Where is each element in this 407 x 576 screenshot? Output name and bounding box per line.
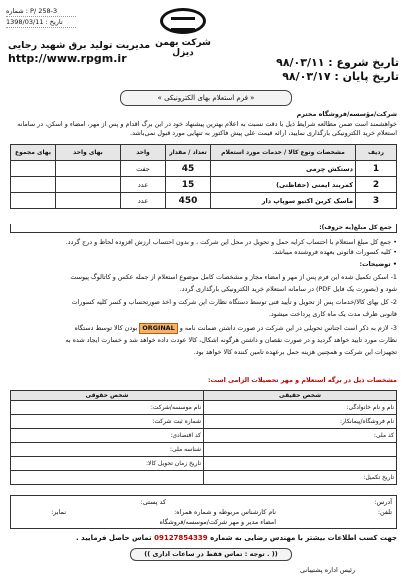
- reference-box: [6, 6, 76, 28]
- item-desc: ماسک کربن اکتیو سوپاپ دار: [211, 193, 356, 209]
- company-name: مدیریت تولید برق شهید رجایی: [8, 40, 151, 51]
- note-3d: تجهیزات این شرکت و همچنین هزینه حمل برعهده تامین کننده کالا خواهد بود.: [193, 348, 397, 356]
- col-unit: واحد: [121, 145, 166, 161]
- table-row: [11, 177, 397, 193]
- natural-field[interactable]: [204, 443, 397, 457]
- note-bullet-1: • جمع کل مبلغ استعلام با احتساب کرایه حمل و تحویل در محل این شرکت ، و بدون احتساب ارزش افزوده لحاظ و درج گردد.: [65, 238, 397, 246]
- col-row: ردیف: [356, 145, 397, 161]
- phone-field[interactable]: تلفن:: [377, 508, 392, 516]
- note-3c: نظارت مورد تایید خواهد گردید و در صورت نقصان و داشتن هرگونه اشکال، کالا عودت داده خواهد شد و خسارت ایجاد شده به: [65, 336, 397, 344]
- contact-text: جهت کسب اطلاعات بیشتر با مهندس رضایی به شماره: [210, 534, 397, 542]
- intro-line1: خواهشمند است ضمن مطالعه شرایط ذیل با دقت نسبت به اعلام بهترین پیشنهاد خود در این برگ اقدام و پس از مهر، امضاء و اسکن، در سامانه: [17, 120, 397, 128]
- intro-line2: استعلام خرید الکترونیکی بارگذاری نمایید، ارائه قیمت علی پیش فاکتور به تنهایی مورد قبول نمی‌باشد.: [130, 129, 397, 137]
- company-logo: [150, 8, 216, 60]
- info-row: [11, 429, 397, 443]
- address-field[interactable]: آدرس:: [374, 498, 392, 506]
- natural-field[interactable]: نام فروشگاه/پیمانکار:: [204, 415, 397, 429]
- item-total-field[interactable]: [11, 161, 56, 177]
- info-row: [11, 415, 397, 429]
- items-table: [10, 144, 397, 209]
- col-qty: تعداد / مقدار: [166, 145, 211, 161]
- natural-field[interactable]: تاریخ تکمیل:: [204, 471, 397, 485]
- item-qty: 450: [166, 193, 211, 209]
- office-hours-note: (( توجه : تماس فقط در ساعات اداری . )): [130, 548, 292, 561]
- legal-field[interactable]: کد اقتصادی:: [11, 429, 204, 443]
- end-date: تاریخ پایان : ۹۸/۰۳/۱۷: [282, 70, 399, 83]
- legal-field[interactable]: تاریخ زمان تحویل کالا:: [11, 457, 204, 471]
- contact-line: [10, 534, 397, 542]
- info-row: [11, 471, 397, 485]
- row-number: 1: [356, 161, 397, 177]
- table-row: [11, 193, 397, 209]
- signature-field[interactable]: امضاء مدیر و مهر شرکت/موسسه/فروشگاه: [159, 518, 276, 526]
- item-price-field[interactable]: [56, 161, 121, 177]
- info-title: مشخصات ذیل در برگه استعلام و مهر تحصیلات الزامی است:: [207, 376, 397, 384]
- item-qty: 45: [166, 161, 211, 177]
- item-price-field[interactable]: [56, 193, 121, 209]
- col-legal-person: شخص حقوقی: [11, 391, 204, 401]
- item-unit: عدد: [121, 177, 166, 193]
- row-number: 2: [356, 177, 397, 193]
- natural-field[interactable]: نام و نام خانوادگی:: [204, 401, 397, 415]
- table-row: [11, 161, 397, 177]
- postal-code-field[interactable]: کد پستی:: [140, 498, 166, 506]
- original-badge: ORGINAL: [139, 323, 177, 334]
- item-unit: عدد: [121, 193, 166, 209]
- fax-field[interactable]: نمابر:: [51, 508, 66, 516]
- note-bullet-2: • کلیه کسورات قانونی بعهده فروشنده میباشد.: [272, 248, 397, 256]
- address-box: [10, 495, 397, 529]
- contact-phone: 09127854339: [154, 534, 208, 542]
- items-header-row: [11, 145, 397, 161]
- note-3a: [10, 323, 397, 334]
- expert-field[interactable]: نام کارشناس مربوطه و شماره همراه:: [174, 508, 276, 516]
- note-2a: 2- کل بهای کالا/خدمات پس از تحویل و تأیید فنی توسط دستگاه نظارت این شرکت و اخذ صورتحساب و کسر کلیه کسورات: [71, 298, 397, 306]
- contact-end: تماس حاصل فرمایید .: [75, 534, 152, 542]
- date-range: [276, 56, 399, 84]
- col-unit-price: بهای واحد: [56, 145, 121, 161]
- info-row: [11, 401, 397, 415]
- legal-field[interactable]: [11, 471, 204, 485]
- start-date: تاریخ شروع : ۹۸/۰۳/۱۱: [276, 56, 399, 69]
- item-total-field[interactable]: [11, 193, 56, 209]
- note-2b: قانونی ظرف مدت یک ماه کاری پرداخت میشود.: [268, 310, 397, 318]
- natural-field[interactable]: کد ملی:: [204, 429, 397, 443]
- natural-field[interactable]: [204, 457, 397, 471]
- legal-field[interactable]: نام موسسه/شرکت:: [11, 401, 204, 415]
- logo-icon: [160, 8, 206, 34]
- col-total: بهای مجموع: [11, 145, 56, 161]
- item-unit: جفت: [121, 161, 166, 177]
- row-number: 3: [356, 193, 397, 209]
- support-head: رئیس اداره پشتیبانی: [300, 566, 356, 574]
- sum-in-words-row[interactable]: جمع کل مبلغ(به حروف):: [10, 224, 397, 233]
- item-price-field[interactable]: [56, 177, 121, 193]
- notes-title: • توضیحات:: [359, 260, 397, 268]
- form-title: « فرم استعلام بهای الکترونیکی »: [120, 90, 292, 106]
- note-3a-text: 3- لازم به ذکر است اجناس تحویلی در این شرکت در صورت داشتن ضمانت نامه و: [179, 324, 397, 332]
- logo-text: شرکت بهمن دیزل: [155, 38, 211, 58]
- info-table: [10, 390, 397, 485]
- note-1a: 1- اسکن تکمیل شده این فرم پس از مهر و امضاء مجاز و مشخصات کامل موضوع استعلام از جمله عکس و کاتالوگ پیوست: [70, 273, 397, 281]
- legal-field[interactable]: شماره ثبت شرکت:: [11, 415, 204, 429]
- col-desc: مشخصات ونوع کالا / خدمات مورد استعلام: [211, 145, 356, 161]
- info-row: [11, 457, 397, 471]
- info-row: [11, 443, 397, 457]
- note-3a-end: بودن کالا توسط دستگاه: [74, 324, 138, 332]
- info-header-row: [11, 391, 397, 401]
- salutation: شرکت/مؤسسه/فروشگاه محترم: [296, 110, 397, 118]
- item-desc: کمربند ایمنی (حفاظتی): [211, 177, 356, 193]
- col-natural-person: شخص حقیقی: [204, 391, 397, 401]
- note-1b: شود و (بصورت یک فایل PDF) در سامانه استعلام خرید الکترونیکی بارگذاری گردد.: [179, 285, 397, 293]
- website-link[interactable]: http://www.rpgm.ir: [8, 52, 127, 65]
- item-total-field[interactable]: [11, 177, 56, 193]
- item-qty: 15: [166, 177, 211, 193]
- ref-date: تاریخ : 1398/03/11: [6, 17, 76, 28]
- legal-field[interactable]: شناسه ملی:: [11, 443, 204, 457]
- item-desc: دستکش چرمی: [211, 161, 356, 177]
- ref-number: شماره : P/ 258-3: [6, 6, 76, 17]
